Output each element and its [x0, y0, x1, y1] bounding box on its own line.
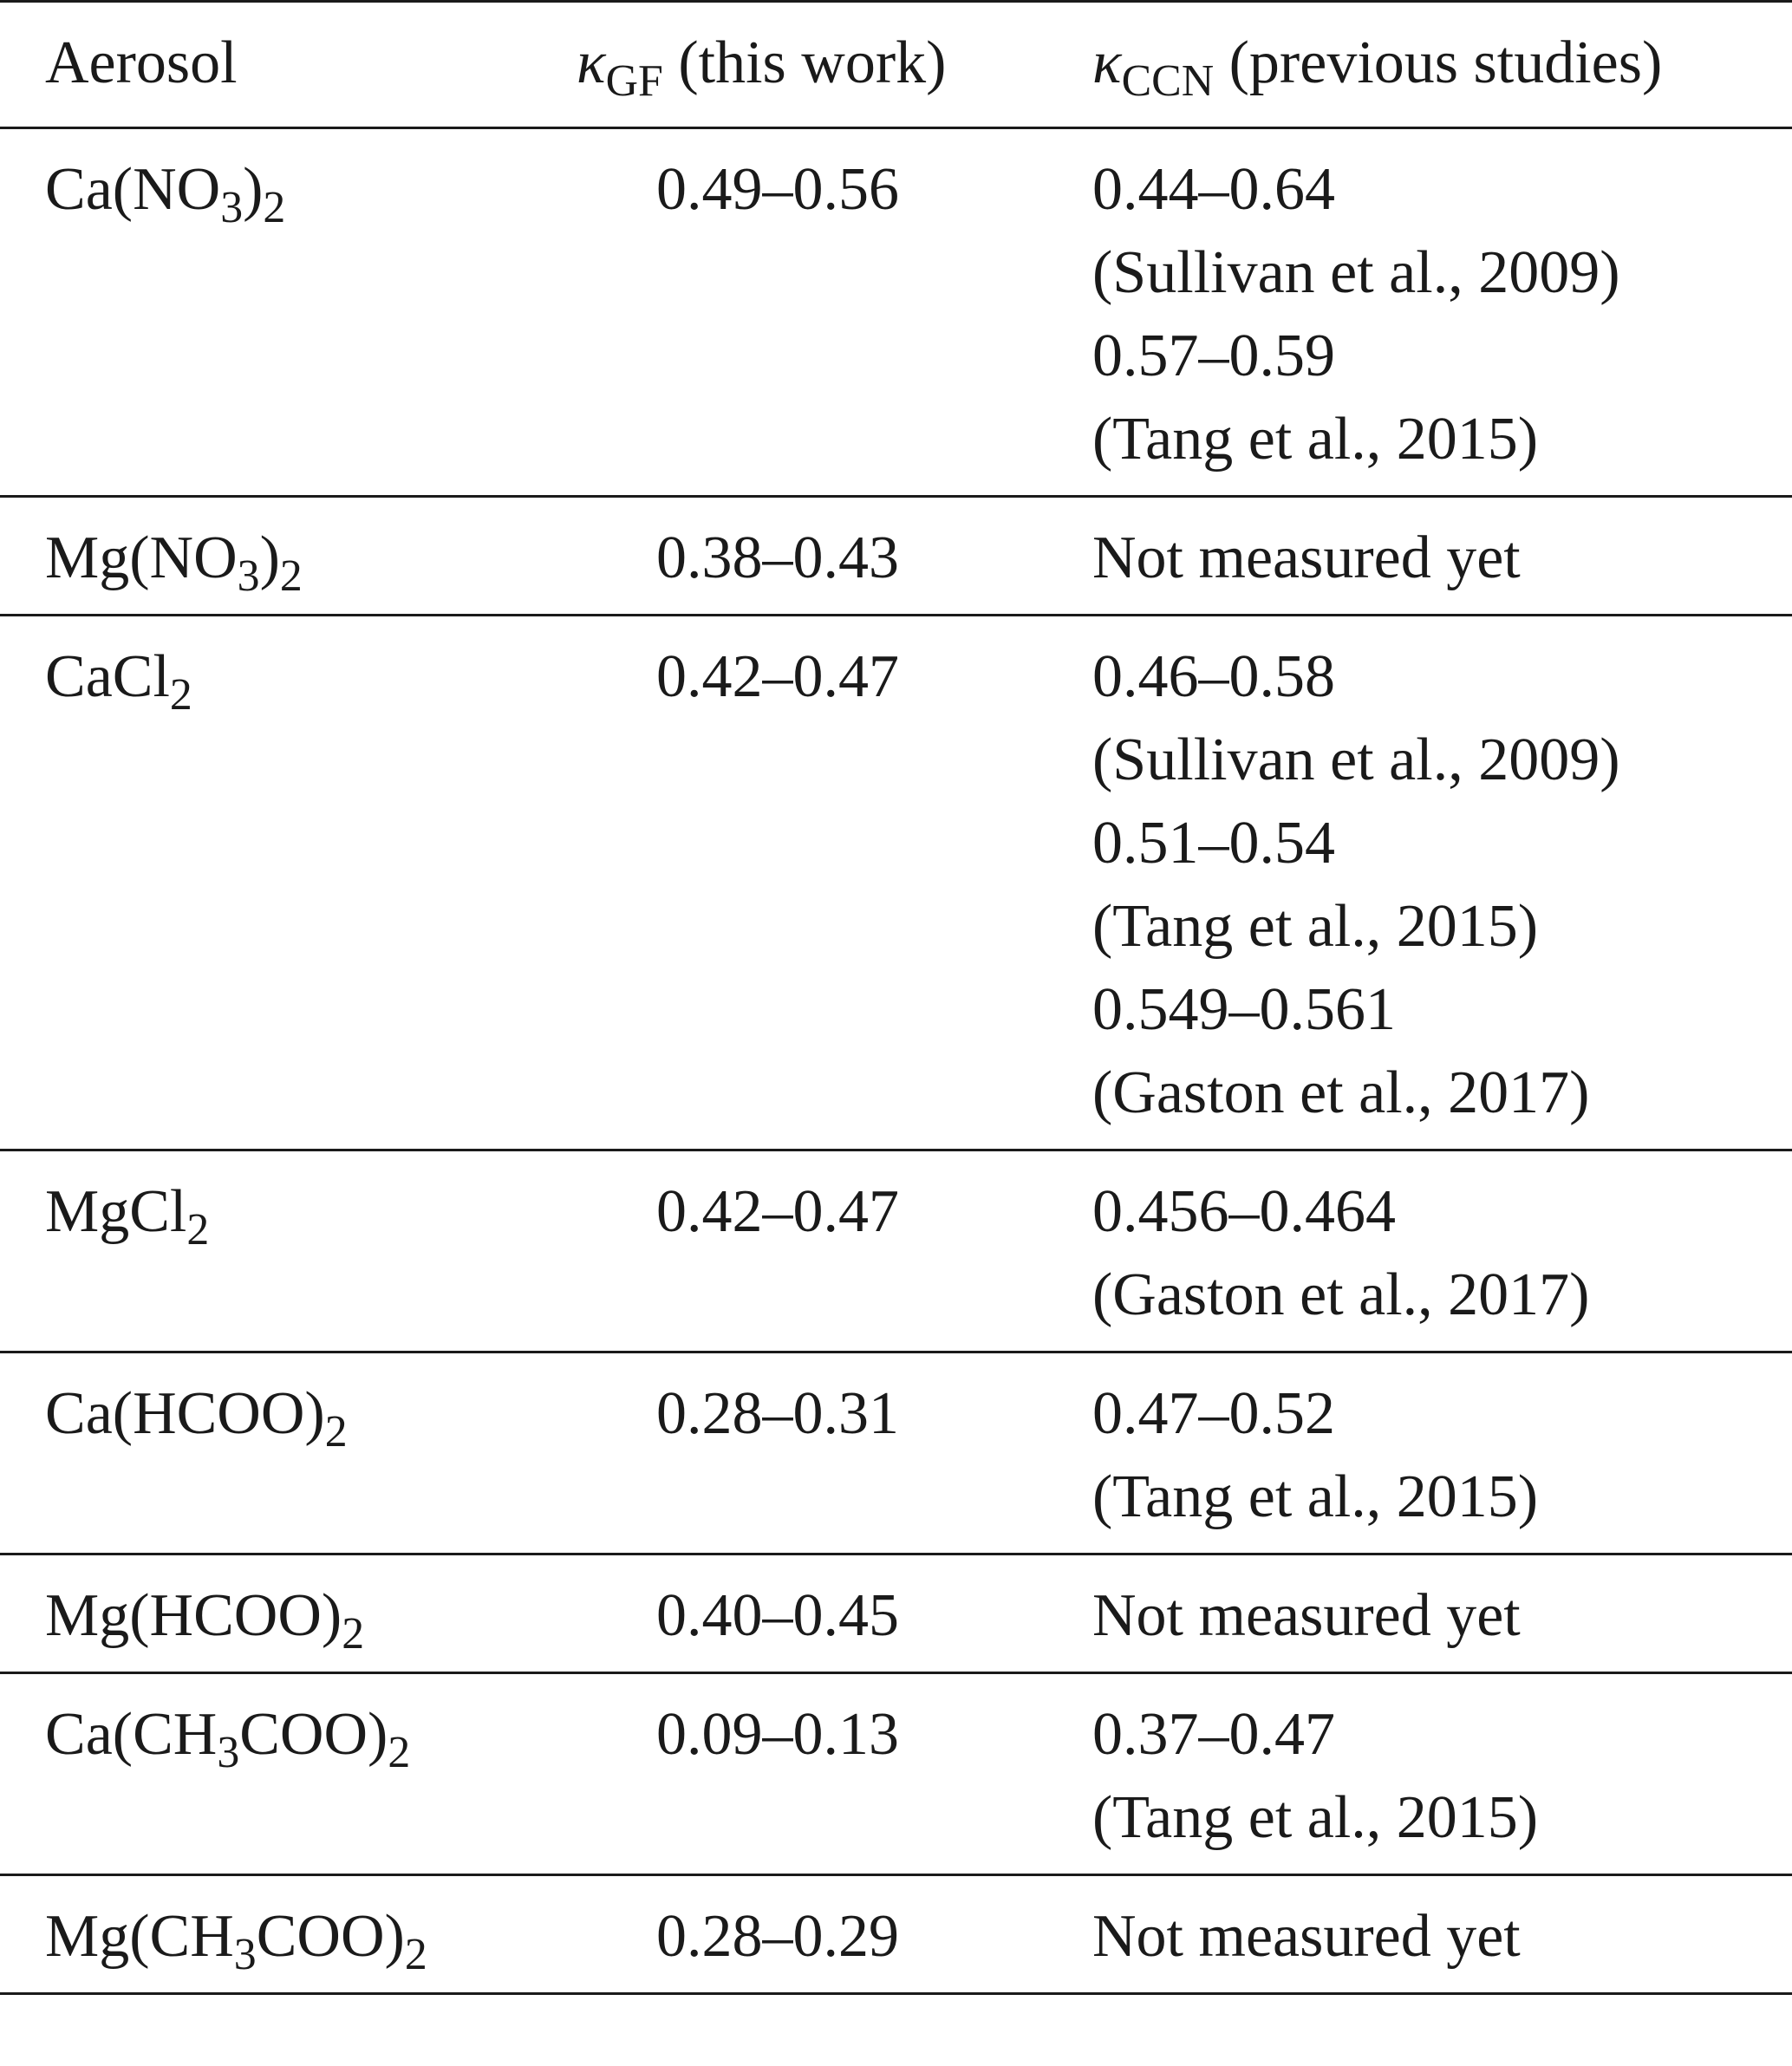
ccn-value: 0.51–0.54 [1092, 810, 1335, 877]
formula-subscript: 2 [169, 669, 192, 720]
formula-subscript: 2 [186, 1204, 210, 1255]
table-row [0, 1875, 1792, 1994]
aerosol-cell [0, 1875, 607, 1994]
kappa-ccn-cell [1092, 1554, 1792, 1673]
ccn-value: 0.549–0.561 [1092, 976, 1396, 1043]
ccn-value: 0.47–0.52 [1092, 1380, 1335, 1447]
formula-text: Mg(HCOO) [45, 1582, 342, 1649]
ccn-reference: (Gaston et al., 2017) [1092, 1059, 1590, 1126]
formula-text: Ca(NO [45, 156, 221, 223]
kappa-gf-value: 0.28–0.31 [656, 1380, 899, 1447]
formula-text: ) [243, 156, 264, 223]
header-row [0, 2, 1792, 128]
kappa-ccn-cell [1092, 1673, 1792, 1875]
kappa-gf-cell [607, 616, 1092, 1150]
kappa-gf-cell [607, 1875, 1092, 1994]
formula-subscript: 3 [217, 1727, 240, 1777]
ccn-value: 0.456–0.464 [1092, 1178, 1396, 1245]
kappa-gf-value: 0.42–0.47 [656, 1178, 899, 1245]
formula-subscript: 2 [324, 1406, 348, 1457]
kappa-gf-value: 0.42–0.47 [656, 643, 899, 710]
formula-subscript: 2 [404, 1929, 427, 1979]
kappa-gf-value: 0.09–0.13 [656, 1701, 899, 1768]
aerosol-cell [0, 497, 607, 616]
table-row [0, 1150, 1792, 1352]
aerosol-cell [0, 1673, 607, 1875]
ccn-value: Not measured yet [1092, 525, 1521, 591]
kappa-ccn-cell [1092, 1875, 1792, 1994]
kappa-gf-cell [607, 1673, 1092, 1875]
kappa-gf-value: 0.49–0.56 [656, 156, 899, 223]
formula-subscript: 2 [342, 1608, 365, 1659]
kappa-ccn-cell [1092, 1352, 1792, 1554]
ccn-value: 0.57–0.59 [1092, 323, 1335, 389]
aerosol-cell [0, 1554, 607, 1673]
ccn-reference: (Gaston et al., 2017) [1092, 1261, 1590, 1328]
kappa-gf-cell [607, 497, 1092, 616]
header-kappa-gf-subscript: GF [605, 55, 663, 106]
formula-subscript: 3 [233, 1929, 257, 1979]
aerosol-cell [0, 616, 607, 1150]
formula-text: CaCl [45, 643, 170, 710]
kappa-gf-cell [607, 1554, 1092, 1673]
header-kappa-ccn-subscript: CCN [1121, 55, 1215, 106]
formula-text: COO) [256, 1903, 405, 1970]
ccn-reference: (Sullivan et al., 2009) [1092, 727, 1620, 793]
ccn-reference: (Sullivan et al., 2009) [1092, 239, 1620, 306]
header-kappa-gf-note: (this work) [662, 29, 947, 96]
aerosol-cell [0, 1352, 607, 1554]
kappa-gf-value: 0.38–0.43 [656, 525, 899, 591]
header-kappa-gf [577, 2, 1062, 128]
ccn-value: 0.44–0.64 [1092, 156, 1335, 223]
kappa-gf-value: 0.28–0.29 [656, 1903, 899, 1970]
formula-subscript: 2 [388, 1727, 411, 1777]
aerosol-cell [0, 128, 607, 497]
formula-text: MgCl [45, 1178, 187, 1245]
formula-text: Mg(NO [45, 525, 238, 591]
ccn-value: Not measured yet [1092, 1582, 1521, 1649]
header-kappa-gf-symbol: κ [577, 29, 606, 96]
header-kappa-ccn-note: (previous studies) [1214, 29, 1663, 96]
table-row [0, 1352, 1792, 1554]
ccn-value: 0.37–0.47 [1092, 1701, 1335, 1768]
header-aerosol [0, 2, 607, 128]
kappa-gf-value: 0.40–0.45 [656, 1582, 899, 1649]
ccn-reference: (Tang et al., 2015) [1092, 1463, 1539, 1530]
kappa-ccn-cell [1092, 497, 1792, 616]
kappa-gf-cell [607, 128, 1092, 497]
formula-subscript: 2 [263, 182, 286, 232]
formula-text: ) [259, 525, 280, 591]
kappa-ccn-cell [1092, 1150, 1792, 1352]
formula-text: Mg(CH [45, 1903, 234, 1970]
header-kappa-ccn [1092, 2, 1792, 128]
kappa-gf-cell [607, 1150, 1092, 1352]
ccn-reference: (Tang et al., 2015) [1092, 1784, 1539, 1851]
formula-subscript: 3 [220, 182, 244, 232]
table-row [0, 497, 1792, 616]
ccn-value: 0.46–0.58 [1092, 643, 1335, 710]
ccn-value: Not measured yet [1092, 1903, 1521, 1970]
formula-subscript: 2 [279, 551, 303, 601]
formula-text: Ca(CH [45, 1701, 218, 1768]
formula-text: COO) [239, 1701, 388, 1768]
table-body [0, 128, 1792, 1994]
kappa-ccn-cell [1092, 128, 1792, 497]
table-row [0, 1554, 1792, 1673]
kappa-ccn-cell [1092, 616, 1792, 1150]
aerosol-cell [0, 1150, 607, 1352]
header-kappa-ccn-symbol: κ [1092, 29, 1122, 96]
formula-text: Ca(HCOO) [45, 1380, 325, 1447]
table-row [0, 1673, 1792, 1875]
header-aerosol-label: Aerosol [45, 29, 238, 96]
ccn-reference: (Tang et al., 2015) [1092, 893, 1539, 960]
kappa-gf-cell [607, 1352, 1092, 1554]
table-row [0, 616, 1792, 1150]
ccn-reference: (Tang et al., 2015) [1092, 406, 1539, 473]
formula-subscript: 3 [237, 551, 260, 601]
table-row [0, 128, 1792, 497]
table-header [0, 2, 1792, 128]
